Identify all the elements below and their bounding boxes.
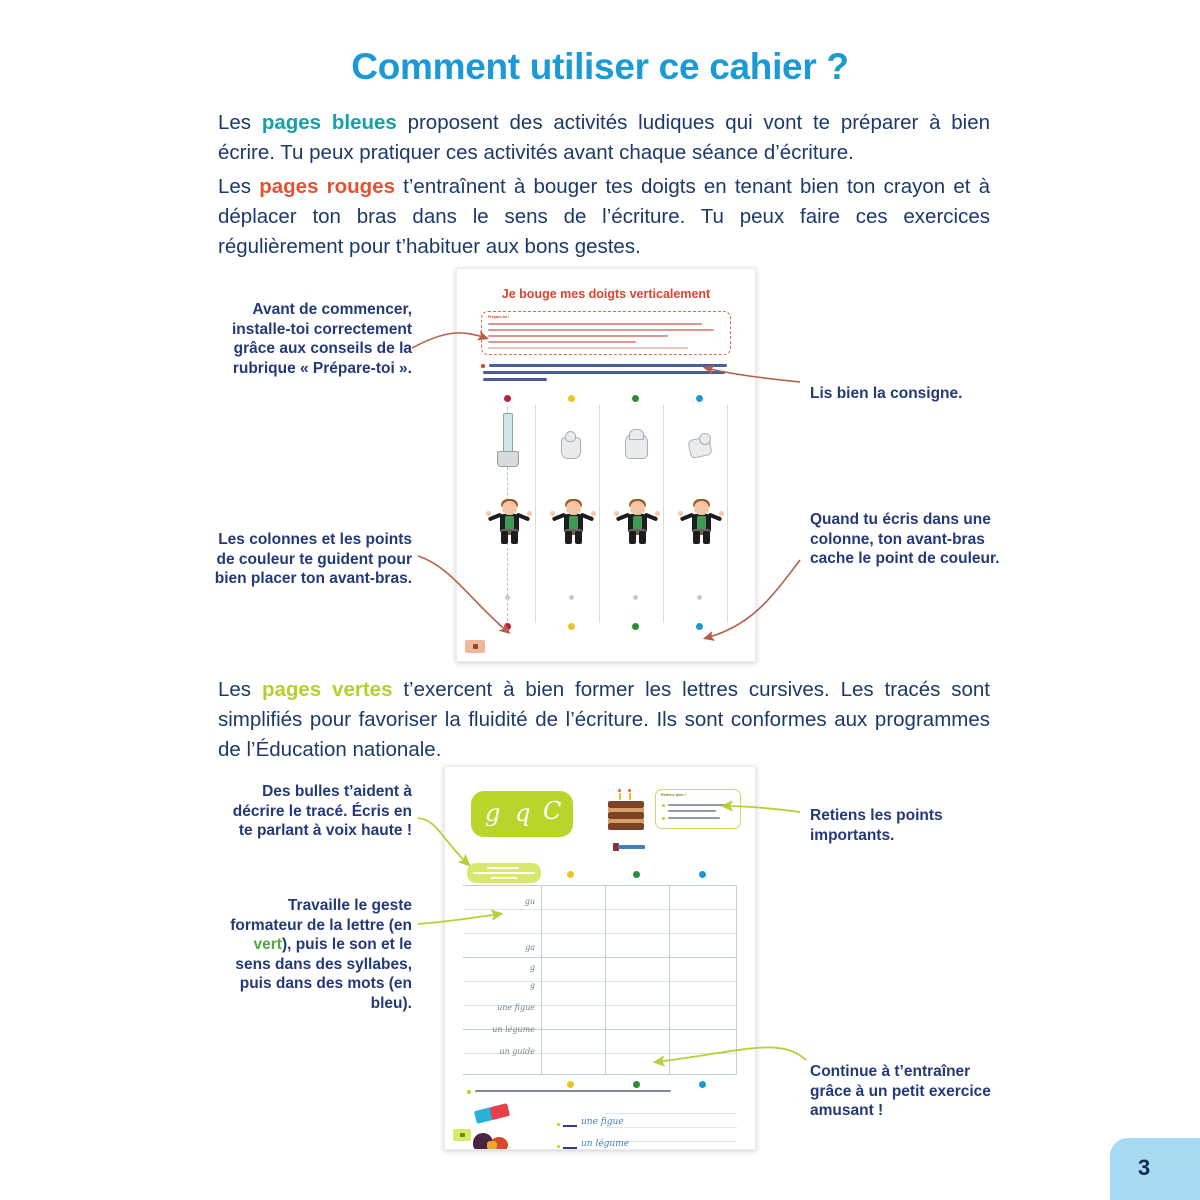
model-word: gu bbox=[524, 897, 535, 906]
callout-geste-formateur bbox=[222, 896, 412, 1013]
callout-retiens-points: Retiens les points importants. bbox=[810, 807, 943, 844]
retiens-bien-box bbox=[655, 789, 741, 829]
callout-prepare-toi: Avant de commencer, installe-toi correctement grâce aux conseils de la rubrique « Prépare-toi ». bbox=[231, 301, 412, 377]
retiens-bien-label: Retiens bien ! bbox=[661, 793, 686, 797]
paragraph-green-pages bbox=[218, 675, 990, 765]
callout-geste-part-a: Travaille le geste formateur de la lettre (en bbox=[230, 897, 412, 934]
page-number: 3 bbox=[1138, 1155, 1151, 1180]
kid-figure bbox=[489, 499, 529, 547]
prepare-toi-label: Prépare-toi ! bbox=[488, 315, 510, 319]
model-word: g bbox=[529, 981, 535, 990]
paragraph-red-rest: t’entraînent à bouger tes doigts en tenant bien ton crayon et à déplacer ton bras dans le sens de l’écriture. Tu peux faire ces exercices régulièrement pour t’habituer aux bons gestes. bbox=[218, 175, 990, 258]
page-title: Comment utiliser ce cahier ? bbox=[351, 46, 849, 87]
cake-icon bbox=[608, 793, 644, 829]
callout-lis-consigne: Lis bien la consigne. bbox=[810, 385, 963, 402]
paragraph-blue-lead: Les bbox=[218, 111, 262, 134]
letter-bubble-box bbox=[471, 791, 573, 837]
paragraph-green-lead: Les bbox=[218, 678, 262, 701]
callout-avant-bras: Quand tu écris dans une colonne, ton avant-bras cache le point de couleur. bbox=[810, 511, 1000, 567]
figs-icon bbox=[473, 1131, 513, 1150]
prepare-toi-box bbox=[481, 311, 731, 355]
mockup-red-page bbox=[456, 268, 756, 662]
model-word: un légume bbox=[492, 1025, 535, 1034]
paragraph-red-lead: Les bbox=[218, 175, 260, 198]
eraser-icon bbox=[474, 1103, 510, 1124]
paragraph-blue-pages bbox=[218, 108, 990, 168]
callout-exercice-amusant: Continue à t’entraîner grâce à un petit exercice amusant ! bbox=[810, 1063, 991, 1119]
answer-word: une figue bbox=[581, 1117, 624, 1127]
model-description-bubble bbox=[467, 863, 541, 883]
pen-icon bbox=[613, 843, 645, 851]
page-number-badge bbox=[1110, 1138, 1200, 1200]
kid-figure bbox=[553, 499, 593, 547]
answer-word: un légume bbox=[581, 1139, 630, 1149]
handwriting-grid bbox=[463, 885, 737, 1075]
callout-word-vert: vert bbox=[253, 936, 282, 953]
mockup-red-corner-tab bbox=[465, 640, 485, 653]
paragraph-red-pages bbox=[218, 172, 990, 262]
model-word: un guide bbox=[499, 1047, 535, 1056]
paragraph-green-rest: t’exercent à bien former les lettres cursives. Les tracés sont simplifiés pour favoriser la fluidité de l’écriture. Ils sont conformes aux programmes de l’Éducation nationale. bbox=[218, 678, 990, 761]
mockup-red-columns bbox=[479, 395, 733, 643]
highlight-pages-bleues: pages bleues bbox=[261, 111, 397, 134]
bubble-letter-q: q bbox=[515, 799, 531, 827]
callout-colonnes: Les colonnes et les points de couleur te guident pour bien placer ton avant-bras. bbox=[214, 531, 412, 587]
bubble-letter-C: C bbox=[543, 797, 562, 825]
mockup-green-corner-tab bbox=[453, 1129, 471, 1141]
callout-geste-part-b: ), puis le son et le sens dans des syllabes, puis dans des mots (en bleu). bbox=[235, 936, 412, 1012]
kid-figure bbox=[681, 499, 721, 547]
model-word: g bbox=[529, 963, 535, 972]
mockup-red-title: Je bouge mes doigts verticalement bbox=[501, 287, 711, 301]
model-word: ga bbox=[525, 943, 535, 952]
callout-bulles: Des bulles t’aident à décrire le tracé. Écris en te parlant à voix haute ! bbox=[232, 783, 412, 839]
kid-figure bbox=[617, 499, 657, 547]
mockup-green-page bbox=[444, 766, 756, 1150]
highlight-pages-rouges: pages rouges bbox=[259, 175, 395, 198]
flashlight-icon bbox=[497, 413, 519, 467]
bubble-letter-g: g bbox=[485, 799, 501, 827]
paragraph-blue-rest: proposent des activités ludiques qui vont te préparer à bien écrire. Tu peux pratiquer ces activités avant chaque séance d’écriture. bbox=[218, 111, 991, 164]
highlight-pages-vertes: pages vertes bbox=[261, 678, 393, 701]
model-word: une figue bbox=[497, 1003, 535, 1012]
